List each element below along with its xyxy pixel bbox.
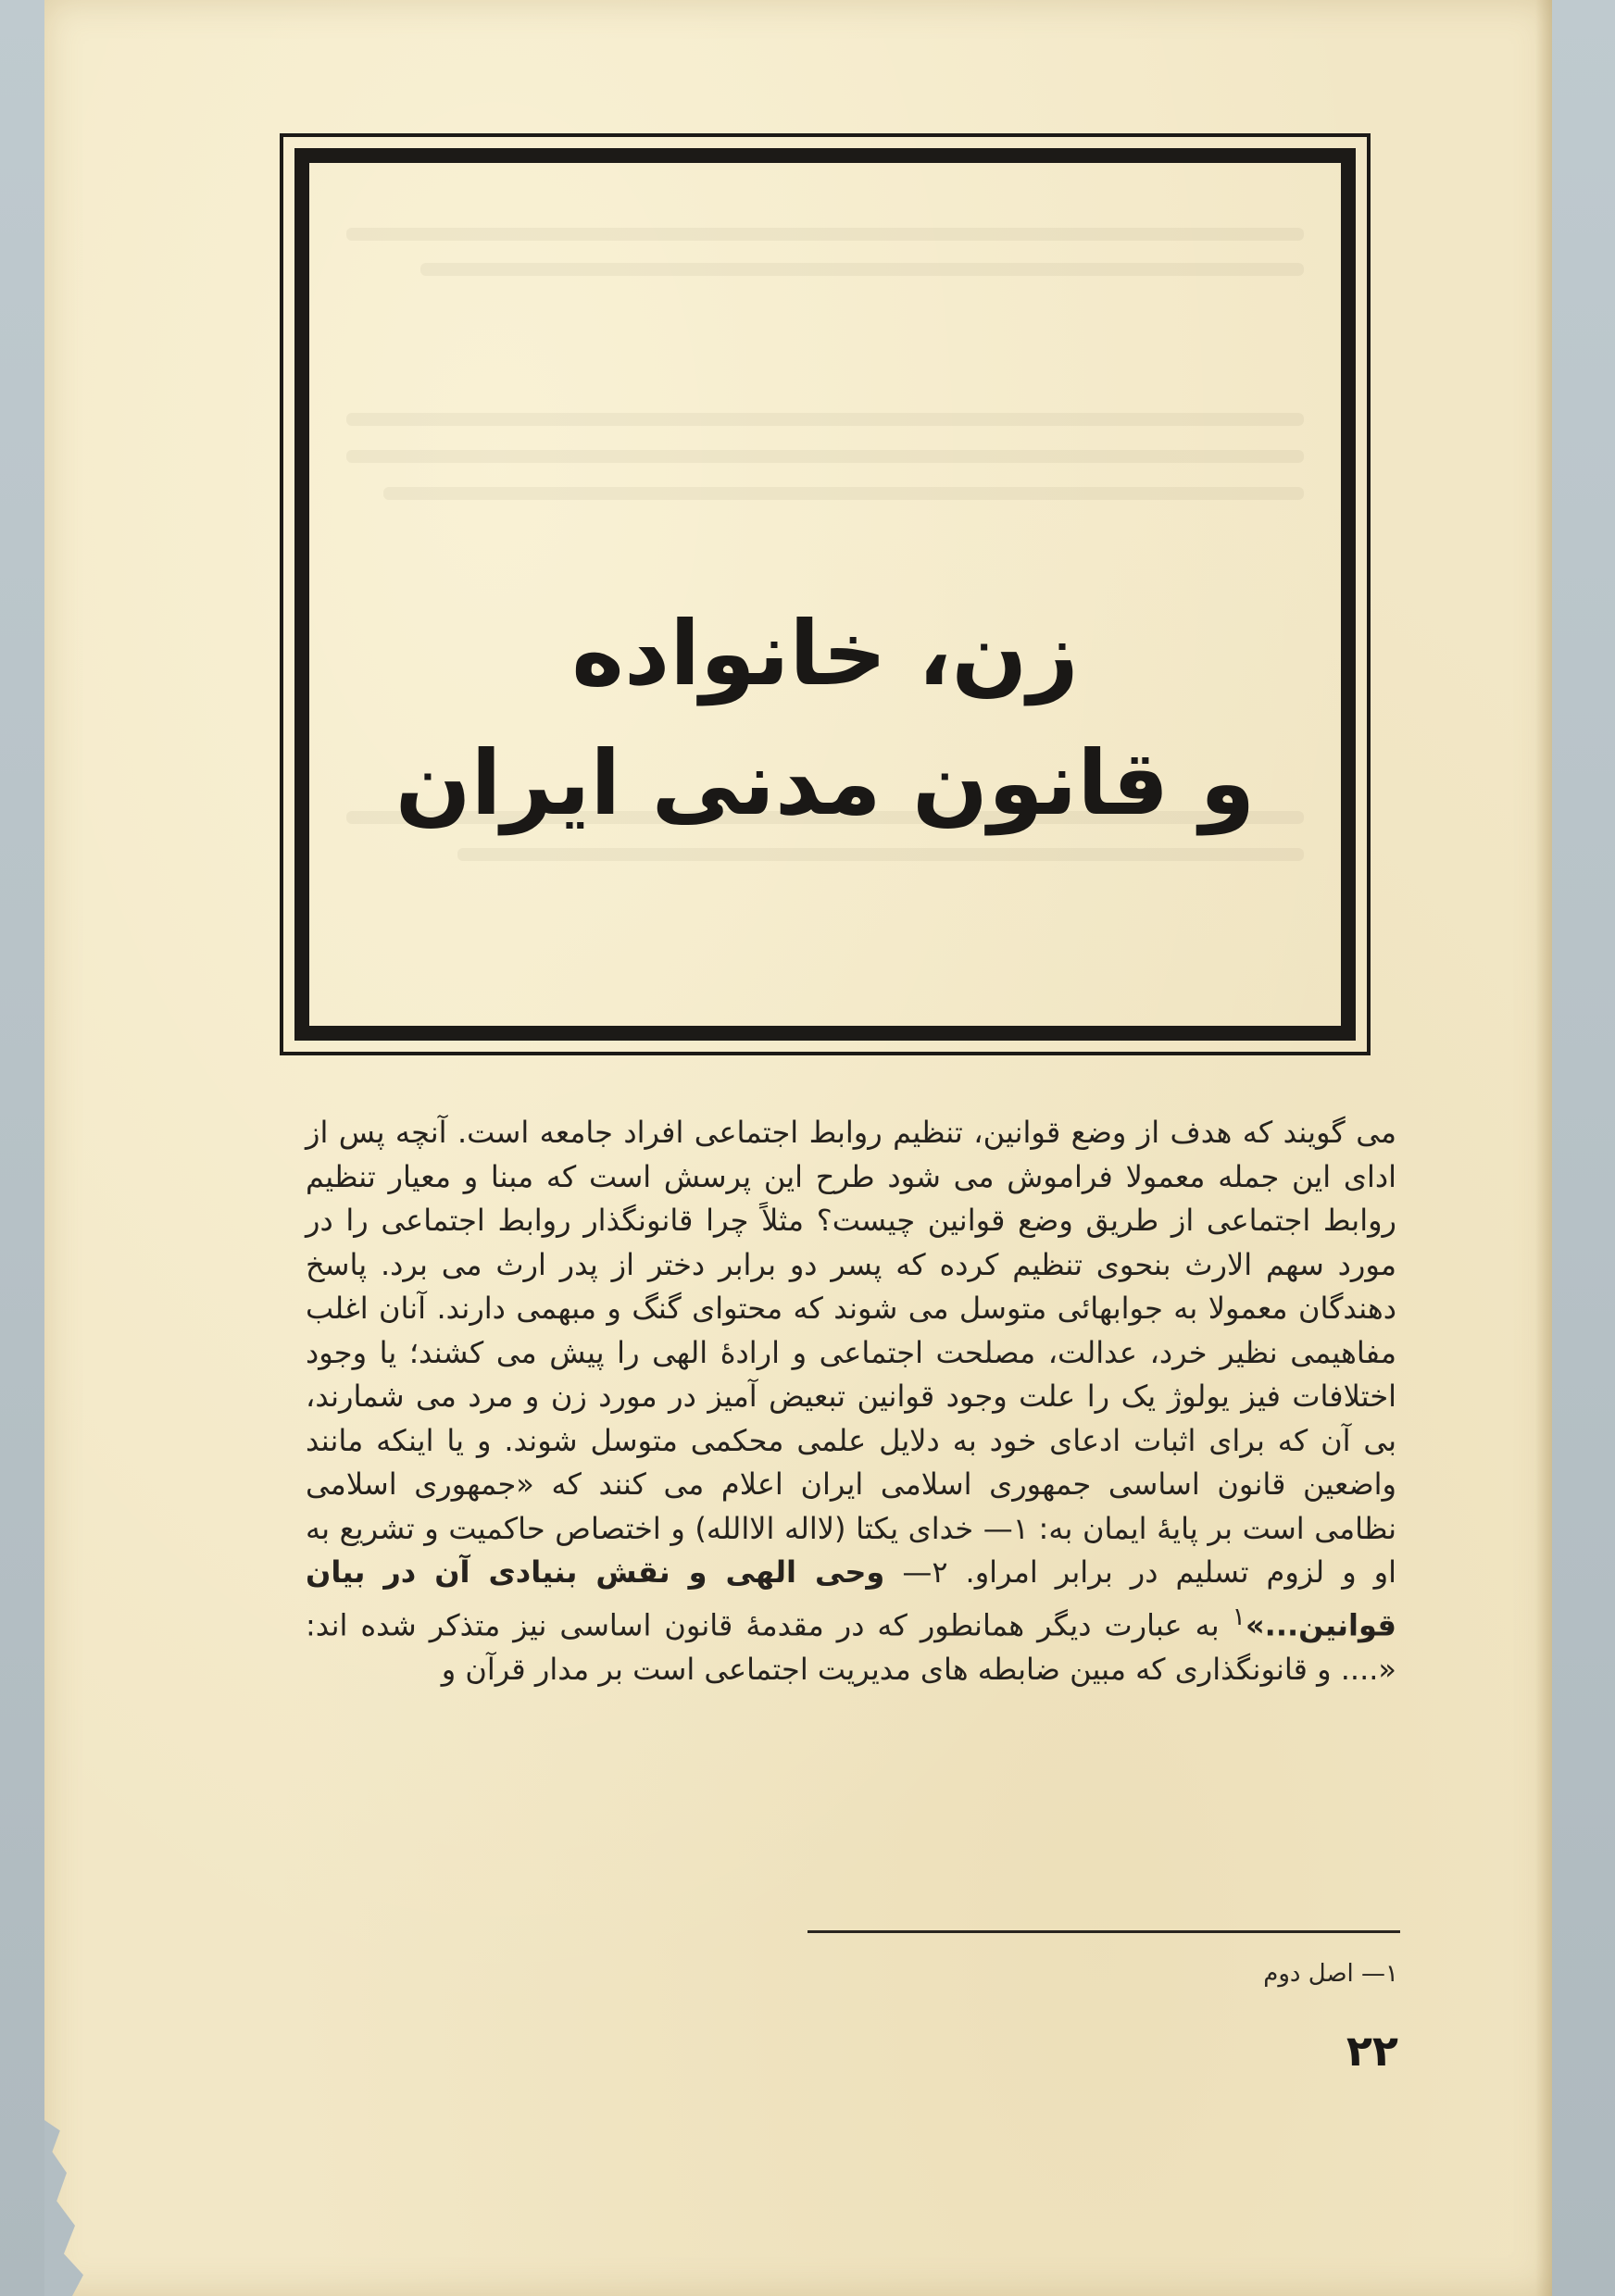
page-number: ۲۲ — [1346, 2026, 1398, 2076]
paragraph — [306, 1111, 1396, 1691]
footnote-divider — [808, 1930, 1400, 1933]
show-through-text — [420, 263, 1304, 276]
body-paragraph — [306, 1111, 1396, 1691]
paper-edge-shadow — [1535, 0, 1552, 2296]
body-text-bold: وحی الهی و نقش بنیادی آن در بیان قوانین...» — [306, 1554, 1396, 1643]
body-text-main: می گویند که هدف از وضع قوانین، تنظیم روابط اجتماعی افراد جامعه است. آنچه پس از ادای این جمله معمولا فراموش می شود طرح این پرسش است که مبنا و معیار تنظیم روابط اجتماعی از طریق وضع قوانین چیست؟ مثلاً چرا قانونگذار روابط اجتماعی را در مورد سهم الارث بنحوی تنظیم کرده که پسر دو برابر دختر از پدر ارث می برد. پاسخ دهندگان معمولا به جوابهائی متوسل می شوند که محتوای گنگ و مبهمی دارند. آنان اغلب مفاهیمی نظیر خرد، عدالت، مصلحت اجتماعی و ارادهٔ الهی را پیش می کشند؛ یا وجود اختلافات فیز یولوژ یک را علت وجود قوانین تبعیض آمیز در مورد زن و مرد می شمارند، بی آن که برای اثبات ادعای خود به دلایل علمی محکمی متوسل شوند. و یا اینکه مانند واضعین قانون اساسی جمهوری اسلامی ایران اعلام می کنند که «جمهوری اسلامی نظامی است بر پایهٔ ایمان به: ۱— خدای یکتا (لااله الاالله) و اختصاص حاکمیت و تشریع به او و لزوم تسلیم در برابر امراو. ۲— — [306, 1115, 1397, 1590]
title-line-1: زن، خانواده — [571, 602, 1079, 705]
title-frame — [294, 148, 1356, 1041]
show-through-text — [457, 848, 1304, 861]
page-title — [309, 589, 1341, 848]
title-line-2: و قانون مدنی ایران — [394, 731, 1256, 835]
footnote: ۱— اصل دوم — [1263, 1960, 1398, 1988]
show-through-text — [346, 413, 1304, 426]
show-through-text — [383, 487, 1304, 500]
body-text-end: به عبارت دیگر همانطور که در مقدمهٔ قانون اساسی نیز متذکر شده اند: «.... و قانونگذاری که مبین ضابطه های مدیریت اجتماعی است بر مدار قرآن و — [306, 1607, 1396, 1687]
show-through-text — [346, 450, 1304, 463]
show-through-text — [346, 228, 1304, 241]
footnote-marker: ۱ — [1232, 1602, 1246, 1631]
